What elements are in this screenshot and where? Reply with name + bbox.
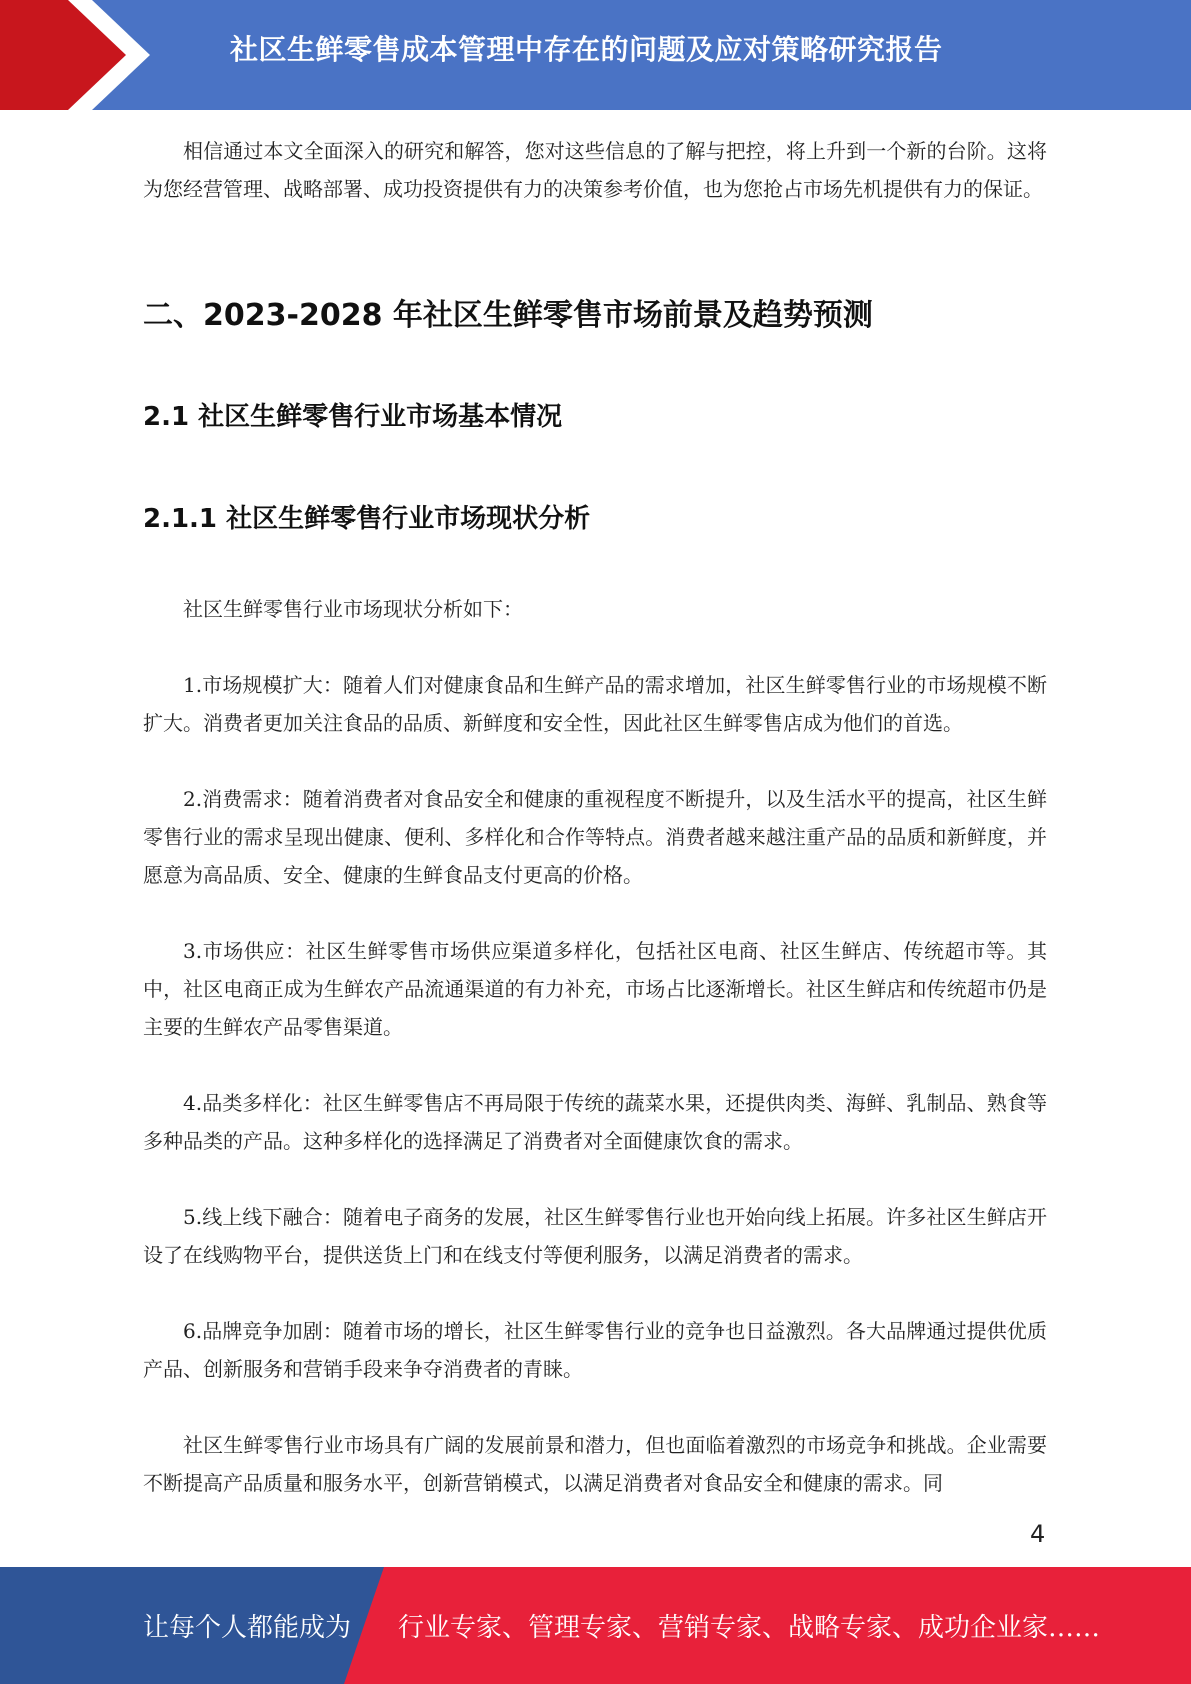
subsubsection-title: 2.1.1 社区生鲜零售行业市场现状分析 [143, 504, 591, 534]
footer-slogan-left: 让每个人都能成为 [143, 1613, 352, 1643]
list-item-text: 4.品类多样化：社区生鲜零售店不再局限于传统的蔬菜水果，还提供肉类、海鲜、乳制品、熟食等多种品类的产品。这种多样化的选择满足了消费者对全面健康饮食的需求。 [143, 1091, 1047, 1153]
list-item-text: 2.消费需求：随着消费者对食品安全和健康的重视程度不断提升，以及生活水平的提高，社区生鲜零售行业的需求呈现出健康、便利、多样化和合作等特点。消费者越来越注重产品的品质和新鲜度，并愿意为高品质、安全、健康的生鲜食品支付更高的价格。 [143, 787, 1047, 887]
page-number: 4 [1030, 1520, 1046, 1548]
intro-block [143, 132, 1047, 208]
lead-paragraph: 社区生鲜零售行业市场现状分析如下： [183, 597, 523, 621]
list-item-text: 3.市场供应：社区生鲜零售市场供应渠道多样化，包括社区电商、社区生鲜店、传统超市等。其中，社区电商正成为生鲜农产品流通渠道的有力补充，市场占比逐渐增长。社区生鲜店和传统超市仍是主要的生鲜农产品零售渠道。 [143, 939, 1047, 1039]
footer-slogan-right: 行业专家、管理专家、营销专家、战略专家、成功企业家…… [398, 1613, 1101, 1643]
list-item [143, 1312, 1047, 1388]
list-item [143, 1198, 1047, 1274]
intro-paragraph: 相信通过本文全面深入的研究和解答，您对这些信息的了解与把控，将上升到一个新的台阶。这将为您经营管理、战略部署、成功投资提供有力的决策参考价值，也为您抢占市场先机提供有力的保证。 [143, 139, 1047, 201]
list-item-text: 5.线上线下融合：随着电子商务的发展，社区生鲜零售行业也开始向线上拓展。许多社区生鲜店开设了在线购物平台，提供送货上门和在线支付等便利服务，以满足消费者的需求。 [143, 1205, 1047, 1267]
page-footer [0, 1567, 1191, 1684]
page-header [0, 0, 1191, 110]
closing-paragraph: 社区生鲜零售行业市场具有广阔的发展前景和潜力，但也面临着激烈的市场竞争和挑战。企业需要不断提高产品质量和服务水平，创新营销模式，以满足消费者对食品安全和健康的需求。同 [143, 1433, 1047, 1495]
list-item-text: 1.市场规模扩大：随着人们对健康食品和生鲜产品的需求增加，社区生鲜零售行业的市场规模不断扩大。消费者更加关注食品的品质、新鲜度和安全性，因此社区生鲜零售店成为他们的首选。 [143, 673, 1047, 735]
closing-block [143, 1426, 1047, 1502]
list-item [143, 932, 1047, 1046]
list-item [143, 1084, 1047, 1160]
list-item [143, 666, 1047, 742]
list-item-text: 6.品牌竞争加剧：随着市场的增长，社区生鲜零售行业的竞争也日益激烈。各大品牌通过提供优质产品、创新服务和营销手段来争夺消费者的青睐。 [143, 1319, 1047, 1381]
list-item [143, 780, 1047, 894]
subsection-title: 2.1 社区生鲜零售行业市场基本情况 [143, 402, 563, 432]
header-title: 社区生鲜零售成本管理中存在的问题及应对策略研究报告 [230, 33, 943, 66]
lead-block [143, 590, 1047, 628]
section-title: 二、2023-2028 年社区生鲜零售市场前景及趋势预测 [143, 298, 873, 333]
